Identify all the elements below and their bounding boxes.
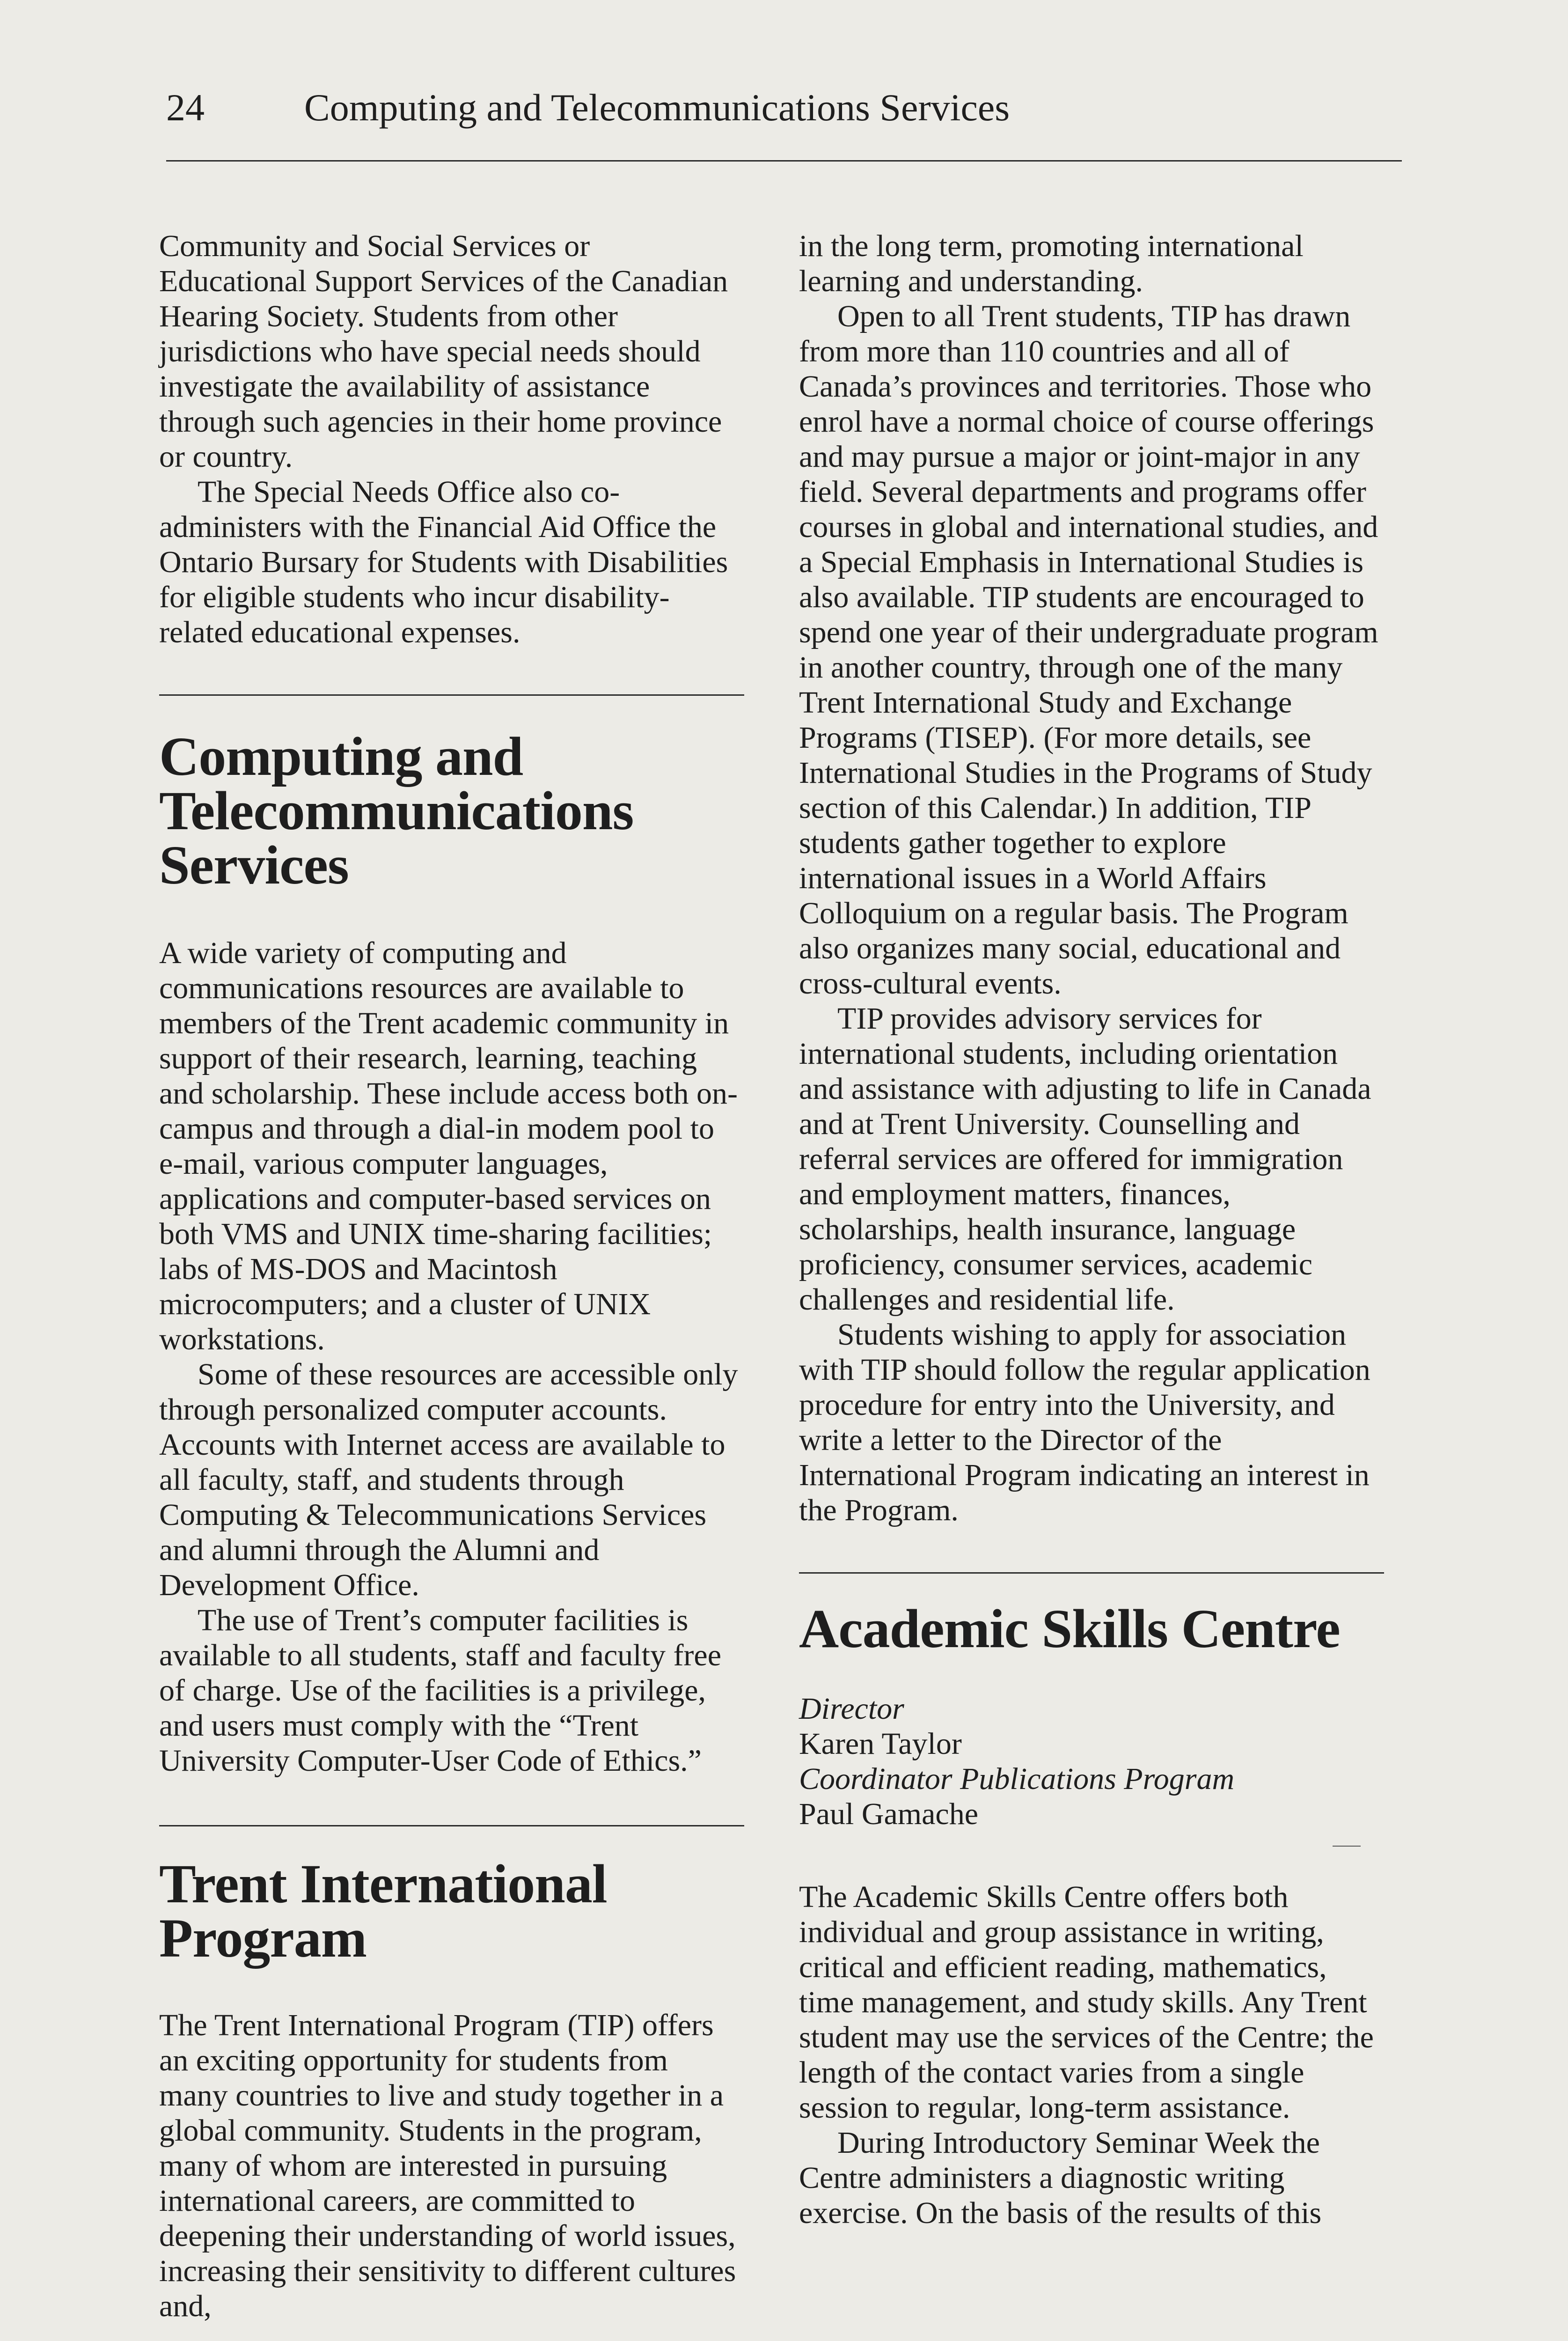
section-divider [159,694,744,696]
section-heading-computing: Computing and Telecommunications Services [159,726,634,896]
dash-mark [1333,1846,1361,1847]
body-paragraph: in the long term, promoting international learning and understanding. [799,229,1304,298]
body-paragraph: Some of these resources are accessible only through personalized computer accounts. Accounts with Internet access are available to all faculty, staff, and students through Computing & Telecommunications Services and alumni through the Alumni and Development Office. [159,1357,738,1602]
body-paragraph: The use of Trent’s computer facilities is available to all students, staff and faculty free of charge. Use of the facilities is a privilege, and users must comply with the “Trent University Computer-User Code of Ethics.” [159,1603,721,1778]
body-paragraph: Students wishing to apply for association with TIP should follow the regular application procedure for entry into the University, and write a letter to the Director of the International Program indicating an interest in the Program. [799,1318,1370,1527]
staff-role: Director [799,1692,904,1726]
body-paragraph: The Trent International Program (TIP) offers an exciting opportunity for students from many countries to live and study together in a global community. Students in the program, many of whom are interested in pursuing international careers, are committed to deepening their understanding of world issues, increasing their sensitivity to different cultures and, [159,2008,736,2323]
section-divider [799,1572,1384,1574]
body-paragraph: TIP provides advisory services for international students, including orientation and assistance with adjusting to life in Canada and at Trent University. Counselling and referral services are offered for immigration and employment matters, finances, scholarships, health insurance, language proficiency, consumer services, academic challenges and residential life. [799,1001,1371,1317]
running-title: Computing and Telecommunications Services [304,86,1010,129]
staff-name: Paul Gamache [799,1797,979,1831]
body-paragraph: A wide variety of computing and communications resources are available to members of the Trent academic community in support of their research, learning, teaching and scholarship. These include access both on-campus and through a dial-in modem pool to e-mail, various computer languages, applications and computer-based services on both VMS and UNIX time-sharing facilities; labs of MS-DOS and Macintosh microcomputers; and a cluster of UNIX workstations. [159,936,738,1356]
left-column [159,228,744,2324]
page-number: 24 [166,86,205,129]
body-paragraph: Community and Social Services or Educational Support Services of the Canadian Hearing Society. Students from other jurisdictions who have special needs should investigate the availability of assistance through such agencies in their home province or country. [159,229,728,474]
body-paragraph: The Special Needs Office also co-administers with the Financial Aid Office the Ontario Bursary for Students with Disabilities for eligible students who incur disability-related educational expenses. [159,475,728,649]
staff-list [799,1691,1384,1832]
body-paragraph: Open to all Trent students, TIP has drawn from more than 110 countries and all of Canada’s provinces and territories. Those who enrol have a normal choice of course offerings and may pursue a major or joint-major in any field. Several departments and programs offer courses in global and international studies, and a Special Emphasis in International Studies is also available. TIP students are encouraged to spend one year of their undergraduate program in another country, through one of the many Trent International Study and Exchange Programs (TISEP). (For more details, see International Studies in the Programs of Study section of this Calendar.) In addition, TIP students gather together to explore international issues in a World Affairs Colloquium on a regular basis. The Program also organizes many social, educational and cross-cultural events. [799,299,1378,1001]
section-heading-tip: Trent International Program [159,1853,607,1969]
staff-role: Coordinator Publications Program [799,1762,1235,1796]
body-paragraph: The Academic Skills Centre offers both individual and group assistance in writing, critical and efficient reading, mathematics, time management, and study skills. Any Trent student may use the services of the Centre; the length of the contact varies from a single session to regular, long-term assistance. [799,1880,1374,2125]
section-divider [159,1825,744,1826]
body-paragraph: During Introductory Seminar Week the Centre administers a diagnostic writing exercise. On the basis of the results of this [799,2126,1322,2230]
staff-name: Karen Taylor [799,1727,962,1761]
header-rule [166,160,1402,162]
right-column [799,228,1384,2231]
section-heading-skills: Academic Skills Centre [799,1598,1340,1659]
